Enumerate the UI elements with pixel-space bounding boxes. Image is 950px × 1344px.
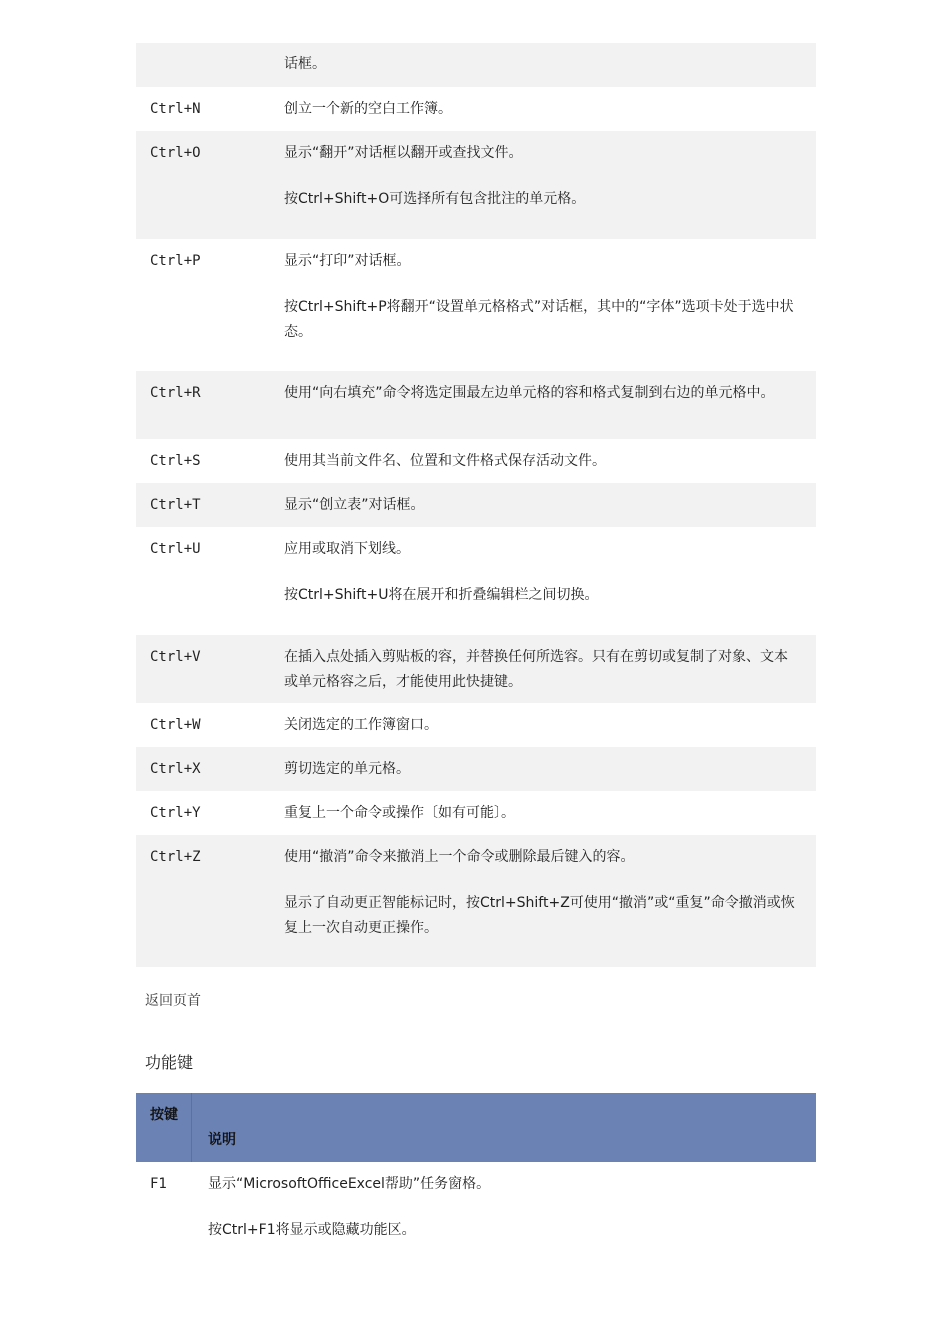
shortcut-description — [284, 537, 816, 635]
header-description: 说明 — [208, 1132, 236, 1148]
table-row — [136, 1162, 816, 1243]
shortcut-description — [284, 713, 816, 747]
description-text: 创立一个新的空白工作簿。 — [284, 101, 452, 117]
shortcut-key: Ctrl+R — [150, 385, 201, 401]
shortcut-description — [284, 801, 816, 835]
section-title: 功能键 — [145, 1053, 194, 1072]
table-row — [136, 703, 816, 747]
description-text: 显示“翻开”对话框以翻开或查找文件。 — [284, 145, 523, 161]
function-description — [192, 1172, 816, 1243]
shortcut-key: Ctrl+T — [150, 497, 201, 513]
shortcut-key: Ctrl+Z — [150, 849, 201, 865]
table-row — [136, 835, 816, 967]
table-row — [136, 239, 816, 371]
function-key: F1 — [150, 1176, 167, 1192]
shortcut-key: Ctrl+P — [150, 253, 201, 269]
description-text: 按Ctrl+F1将显示或隐藏功能区。 — [208, 1222, 416, 1238]
description-text: 显示了自动更正智能标记时，按Ctrl+Shift+Z可使用“撤消”或“重复”命令撤消或恢复上一次自动更正操作。 — [284, 895, 795, 936]
description-text: 应用或取消下划线。 — [284, 541, 410, 557]
shortcut-key: Ctrl+N — [150, 101, 201, 117]
shortcut-description — [284, 97, 816, 131]
shortcut-key — [136, 52, 284, 87]
description-text: 关闭选定的工作簿窗口。 — [284, 717, 438, 733]
shortcut-description — [284, 845, 816, 967]
function-key-table — [136, 1093, 816, 1243]
table-row — [136, 483, 816, 527]
table-row — [136, 747, 816, 791]
table-row — [136, 635, 816, 703]
shortcut-description — [284, 249, 816, 371]
shortcut-key: Ctrl+Y — [150, 805, 201, 821]
shortcut-description — [284, 757, 816, 791]
shortcut-key: Ctrl+S — [150, 453, 201, 469]
table-row — [136, 527, 816, 635]
description-text: 按Ctrl+Shift+O可选择所有包含批注的单元格。 — [284, 191, 586, 207]
shortcut-description — [284, 449, 816, 483]
description-text: 按Ctrl+Shift+U将在展开和折叠编辑栏之间切换。 — [284, 587, 599, 603]
description-text: 话框。 — [284, 56, 326, 72]
table-row — [136, 43, 816, 87]
header-key: 按键 — [136, 1093, 192, 1162]
description-text: 显示“打印”对话框。 — [284, 253, 411, 269]
back-to-top-link[interactable]: 返回页首 — [145, 993, 201, 1009]
table-row — [136, 791, 816, 835]
description-text: 使用“撤消”命令来撤消上一个命令或删除最后键入的容。 — [284, 849, 635, 865]
table-row — [136, 87, 816, 131]
shortcut-key: Ctrl+O — [150, 145, 201, 161]
shortcut-description — [284, 645, 816, 703]
table-row — [136, 131, 816, 239]
shortcut-key: Ctrl+X — [150, 761, 201, 777]
description-text: 使用其当前文件名、位置和文件格式保存活动文件。 — [284, 453, 606, 469]
shortcut-description — [284, 381, 816, 439]
table-row — [136, 371, 816, 439]
description-text: 重复上一个命令或操作〔如有可能〕。 — [284, 805, 515, 821]
description-text: 显示“创立表”对话框。 — [284, 497, 425, 513]
description-text: 剪切选定的单元格。 — [284, 761, 410, 777]
shortcut-description — [284, 52, 816, 87]
table-header — [136, 1093, 816, 1162]
shortcut-table — [136, 43, 816, 967]
description-text: 在插入点处插入剪贴板的容，并替换任何所选容。只有在剪切或复制了对象、文本或单元格容之后，才能使用此快捷键。 — [284, 649, 788, 690]
shortcut-key: Ctrl+V — [150, 649, 201, 665]
shortcut-key: Ctrl+U — [150, 541, 201, 557]
shortcut-key: Ctrl+W — [150, 717, 201, 733]
description-text: 显示“MicrosoftOfficeExcel帮助”任务窗格。 — [208, 1176, 491, 1192]
table-row — [136, 439, 816, 483]
shortcut-description — [284, 141, 816, 239]
shortcut-description — [284, 493, 816, 527]
description-text: 使用“向右填充”命令将选定围最左边单元格的容和格式复制到右边的单元格中。 — [284, 385, 775, 401]
description-text: 按Ctrl+Shift+P将翻开“设置单元格格式”对话框，其中的“字体”选项卡处于选中状态。 — [284, 299, 794, 340]
